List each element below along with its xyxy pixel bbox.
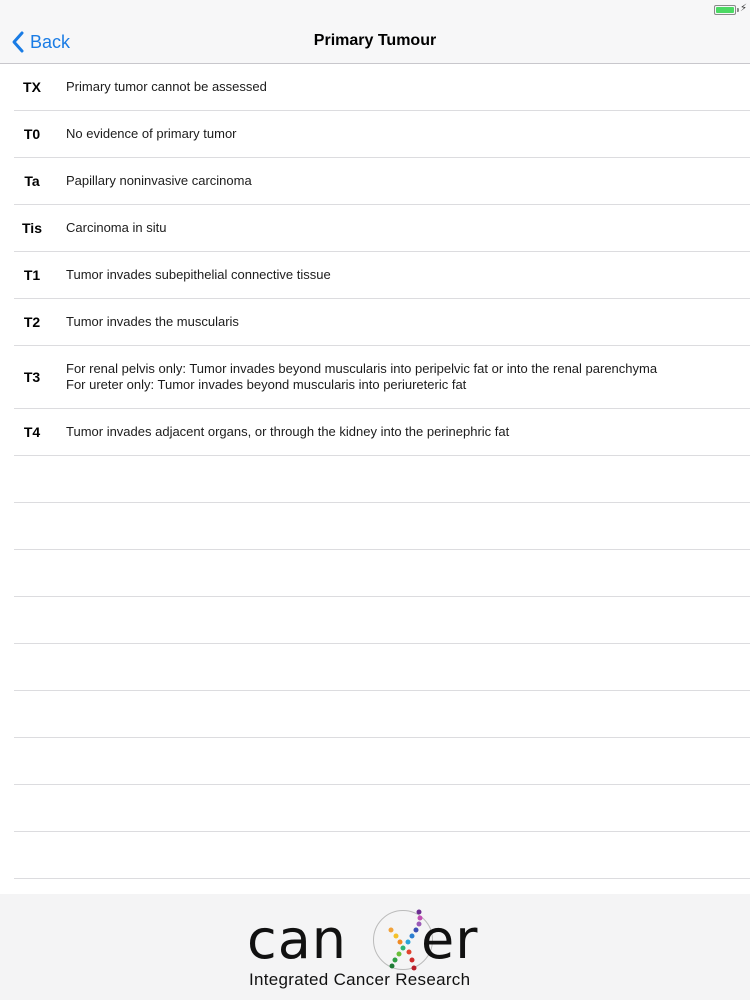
empty-row [14, 503, 750, 550]
stage-code: T4 [23, 424, 41, 440]
table-row[interactable] [14, 299, 750, 346]
stage-description: Tumor invades adjacent organs, or through the kidney into the perinephric fat [66, 424, 510, 439]
back-label: Back [30, 31, 71, 52]
table-row[interactable] [14, 64, 750, 111]
stage-description: Carcinoma in situ [66, 220, 167, 235]
stage-code: Ta [24, 173, 40, 189]
lightning-icon: ⚡ [739, 3, 747, 14]
stage-description: No evidence of primary tumor [66, 126, 237, 141]
empty-row [14, 691, 750, 738]
stage-code: T1 [23, 267, 41, 283]
stage-description: For renal pelvis only: Tumor invades beyond muscularis into peripelvic fat or into the renal parenchyma For ureter only: Tumor invades beyond muscularis into periureteric fat [66, 361, 658, 392]
stage-code: T0 [23, 126, 41, 142]
empty-row [14, 785, 750, 832]
battery-icon [714, 5, 736, 15]
stage-description: Tumor invades subepithelial connective tissue [66, 267, 331, 282]
table-row[interactable] [14, 158, 750, 205]
logo-text-right: er [421, 908, 479, 971]
canxer-logo [245, 900, 505, 996]
table-row[interactable] [14, 205, 750, 252]
empty-row [14, 456, 750, 503]
empty-row [14, 550, 750, 597]
stage-code: TX [23, 79, 41, 95]
page-title: Primary Tumour [313, 32, 437, 49]
stage-description: Papillary noninvasive carcinoma [66, 173, 252, 188]
stage-code: T2 [23, 314, 41, 330]
stage-description: Primary tumor cannot be assessed [66, 79, 267, 94]
table-row[interactable] [14, 111, 750, 158]
logo-tagline: Integrated Cancer Research [249, 970, 471, 989]
stage-code: Tis [22, 220, 42, 236]
empty-row [14, 832, 750, 879]
stage-description: Tumor invades the muscularis [66, 314, 239, 329]
navigation-bar [0, 20, 750, 64]
table-row[interactable] [14, 346, 750, 409]
staging-table [0, 64, 750, 879]
footer [0, 894, 750, 1000]
status-bar [0, 0, 750, 20]
table-row[interactable] [14, 409, 750, 456]
empty-row [14, 597, 750, 644]
empty-row [14, 738, 750, 785]
stage-code: T3 [23, 369, 41, 385]
empty-row [14, 644, 750, 691]
table-row[interactable] [14, 252, 750, 299]
logo-text-left: can [247, 908, 348, 971]
